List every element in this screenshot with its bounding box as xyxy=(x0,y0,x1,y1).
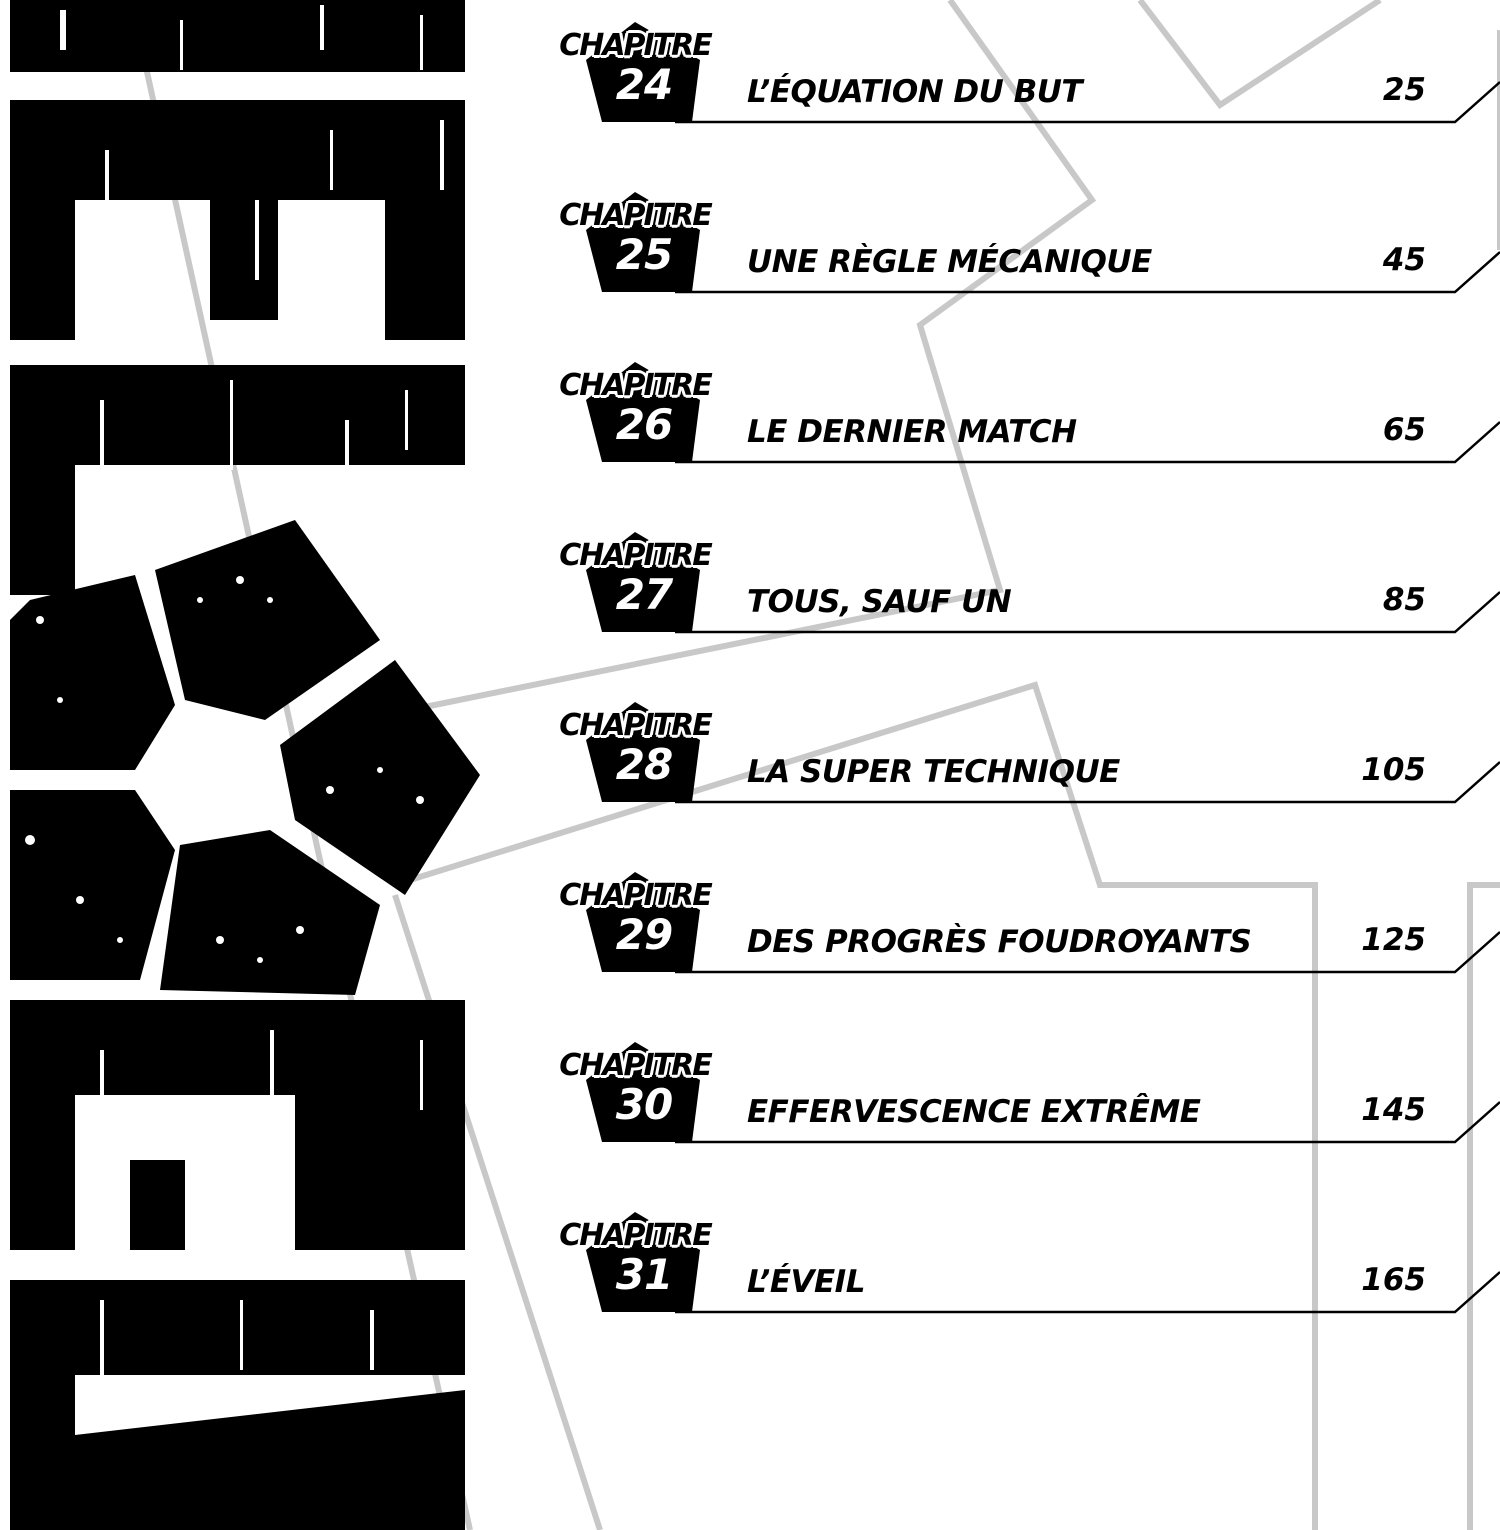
page-number: 25 xyxy=(1382,72,1426,108)
chapter-title: L’ÉVEIL xyxy=(747,1264,865,1300)
chapter-number: 28 xyxy=(615,740,673,789)
chapter-label: CHAPITRE xyxy=(559,878,711,913)
page-number: 125 xyxy=(1361,922,1426,958)
toc-entry-chapter-31[interactable] xyxy=(540,1212,1500,1352)
page-number: 45 xyxy=(1382,242,1426,278)
page-number: 85 xyxy=(1382,582,1426,618)
chapter-number: 30 xyxy=(615,1080,673,1129)
toc-entry-chapter-29[interactable] xyxy=(540,872,1500,1012)
toc-entry-chapter-27[interactable] xyxy=(540,532,1500,672)
page-number: 65 xyxy=(1382,412,1426,448)
toc-entry-chapter-26[interactable] xyxy=(540,362,1500,502)
toc-entry-chapter-24[interactable] xyxy=(540,22,1500,162)
toc-entry-chapter-28[interactable] xyxy=(540,702,1500,842)
page-number: 165 xyxy=(1361,1262,1426,1298)
chapter-number: 26 xyxy=(615,400,673,449)
chapter-title: L’ÉQUATION DU BUT xyxy=(747,74,1083,110)
chapter-label: CHAPITRE xyxy=(559,1218,711,1253)
entry-underline xyxy=(540,1212,1500,1352)
page-number: 145 xyxy=(1361,1092,1426,1128)
chapter-label: CHAPITRE xyxy=(559,368,711,403)
toc-entry-chapter-30[interactable] xyxy=(540,1042,1500,1182)
chapter-label: CHAPITRE xyxy=(559,538,711,573)
entry-underline xyxy=(540,532,1500,672)
chapter-label: CHAPITRE xyxy=(559,198,711,233)
chapter-number: 29 xyxy=(615,910,673,959)
chapter-title: LA SUPER TECHNIQUE xyxy=(747,754,1120,790)
toc-entry-chapter-25[interactable] xyxy=(540,192,1500,332)
chapter-title: TOUS, SAUF UN xyxy=(747,584,1012,620)
chapter-label: CHAPITRE xyxy=(559,1048,711,1083)
page-number: 105 xyxy=(1361,752,1426,788)
chapter-title: UNE RÈGLE MÉCANIQUE xyxy=(747,244,1152,280)
chapter-number: 24 xyxy=(615,60,673,109)
chapter-label: CHAPITRE xyxy=(559,708,711,743)
chapter-label: CHAPITRE xyxy=(559,28,711,63)
chapter-number: 31 xyxy=(615,1250,673,1299)
chapter-title: DES PROGRÈS FOUDROYANTS xyxy=(747,924,1252,960)
chapter-number: 27 xyxy=(615,570,673,619)
chapter-number: 25 xyxy=(615,230,673,279)
title-art-icon xyxy=(0,0,490,1530)
chapter-title: EFFERVESCENCE EXTRÊME xyxy=(747,1094,1201,1130)
chapter-title: LE DERNIER MATCH xyxy=(747,414,1077,450)
